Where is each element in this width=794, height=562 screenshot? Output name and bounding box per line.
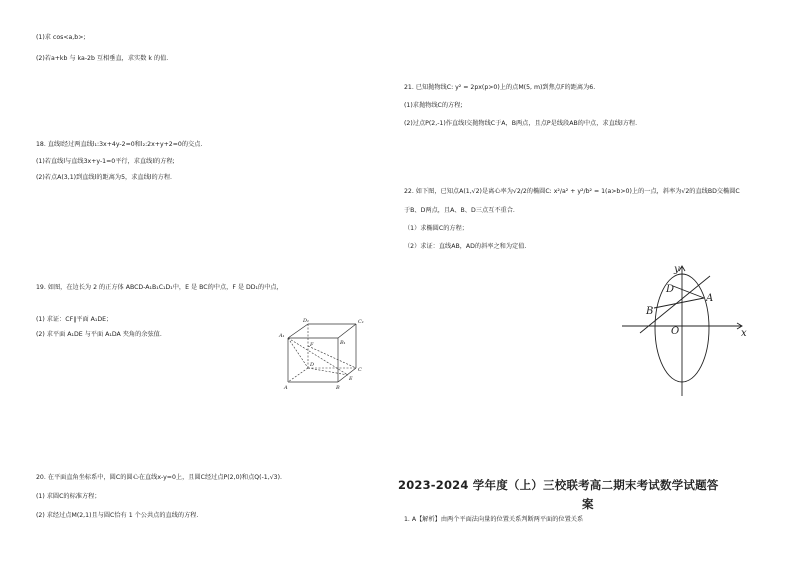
q22-stem-1: 22. 如下图，已知点A(1,√2)是离心率为√2/2的椭圆C: x²/a² + y²/b² = 1(a>b>0)上的一点，斜率为√2的直线BD交椭圆C — [404, 188, 740, 195]
label-D1: D₁ — [303, 318, 310, 324]
q18-stem: 18. 直线l经过两直线l₁:3x+4y-2=0和l₂:2x+y+2=0的交点. — [36, 141, 203, 148]
label-A1: A₁ — [279, 333, 285, 339]
q21-stem: 21. 已知抛物线C: y² = 2px(p>0)上的点M(5, m)到焦点F的距离为6. — [404, 84, 596, 91]
q20-stem: 20. 在平面直角坐标系中，圆C的圆心在直线x-y=0上，且圆C经过点P(2,0)和点Q(-1,√3). — [36, 474, 282, 481]
fig-label-O: O — [671, 326, 680, 337]
label-B: B — [336, 385, 340, 391]
fig-label-y: y — [674, 264, 680, 275]
q17-part1: (1)求 cos<a,b>; — [36, 34, 86, 41]
q20-part1: (1) 求圆C的标准方程； — [36, 493, 101, 500]
q22-stem-2: 于B、D两点，且A、B、D三点互不重合. — [404, 207, 515, 214]
q19-part1: (1) 求证：CF∥平面 A₁DE； — [36, 316, 113, 323]
label-C: C — [358, 367, 362, 373]
q18-part2: (2)若点A(3,1)到直线l的距离为5，求直线l的方程. — [36, 174, 173, 181]
fig-label-x: x — [741, 328, 747, 339]
q21-part1: (1)求抛物线C的方程; — [404, 102, 463, 109]
fig-label-A: A — [706, 293, 714, 304]
fig-label-B: B — [646, 306, 654, 317]
q22-part2: （2）求证：直线AB，AD的斜率之和为定值. — [404, 243, 527, 250]
cube-figure — [276, 316, 370, 390]
fig-label-D: D — [666, 284, 675, 295]
ellipse-figure — [620, 262, 752, 400]
answer-title-line1: 2023-2024 学年度（上）三校联考高二期末考试数学试题答 — [398, 478, 719, 492]
answer-first-item: 1. A【解析】由两个平面法向量的位置关系判断两平面的位置关系 — [404, 516, 584, 523]
label-B1: B₁ — [340, 340, 346, 346]
q19-part2: (2) 求平面 A₁DE 与平面 A₁DA 夹角的余弦值. — [36, 331, 162, 338]
label-A: A — [284, 385, 288, 391]
q19-stem: 19. 如图，在边长为 2 的正方体 ABCD-A₁B₁C₁D₁中，E 是 BC的中点，F 是 DD₁的中点， — [36, 284, 283, 291]
q21-part2: (2)过点P(2,-1)作直线l交抛物线C于A，B两点，且点P是线段AB的中点，求直线l方程. — [404, 120, 638, 127]
q20-part2: (2) 求经过点M(2,1)且与圆C恰有 1 个公共点的直线的方程. — [36, 512, 199, 519]
label-F: F — [310, 342, 314, 348]
q17-part2: (2)若a+kb 与 ka-2b 互相垂直，求实数 k 的值. — [36, 55, 169, 62]
answer-title-line2: 案 — [582, 497, 594, 511]
q22-part1: （1）求椭圆C的方程； — [404, 225, 468, 232]
label-E: E — [349, 376, 353, 382]
label-D: D — [310, 362, 315, 368]
label-C1: C₁ — [358, 319, 364, 325]
q18-part1: (1)若直线l与直线3x+y-1=0平行，求直线l的方程; — [36, 158, 175, 165]
